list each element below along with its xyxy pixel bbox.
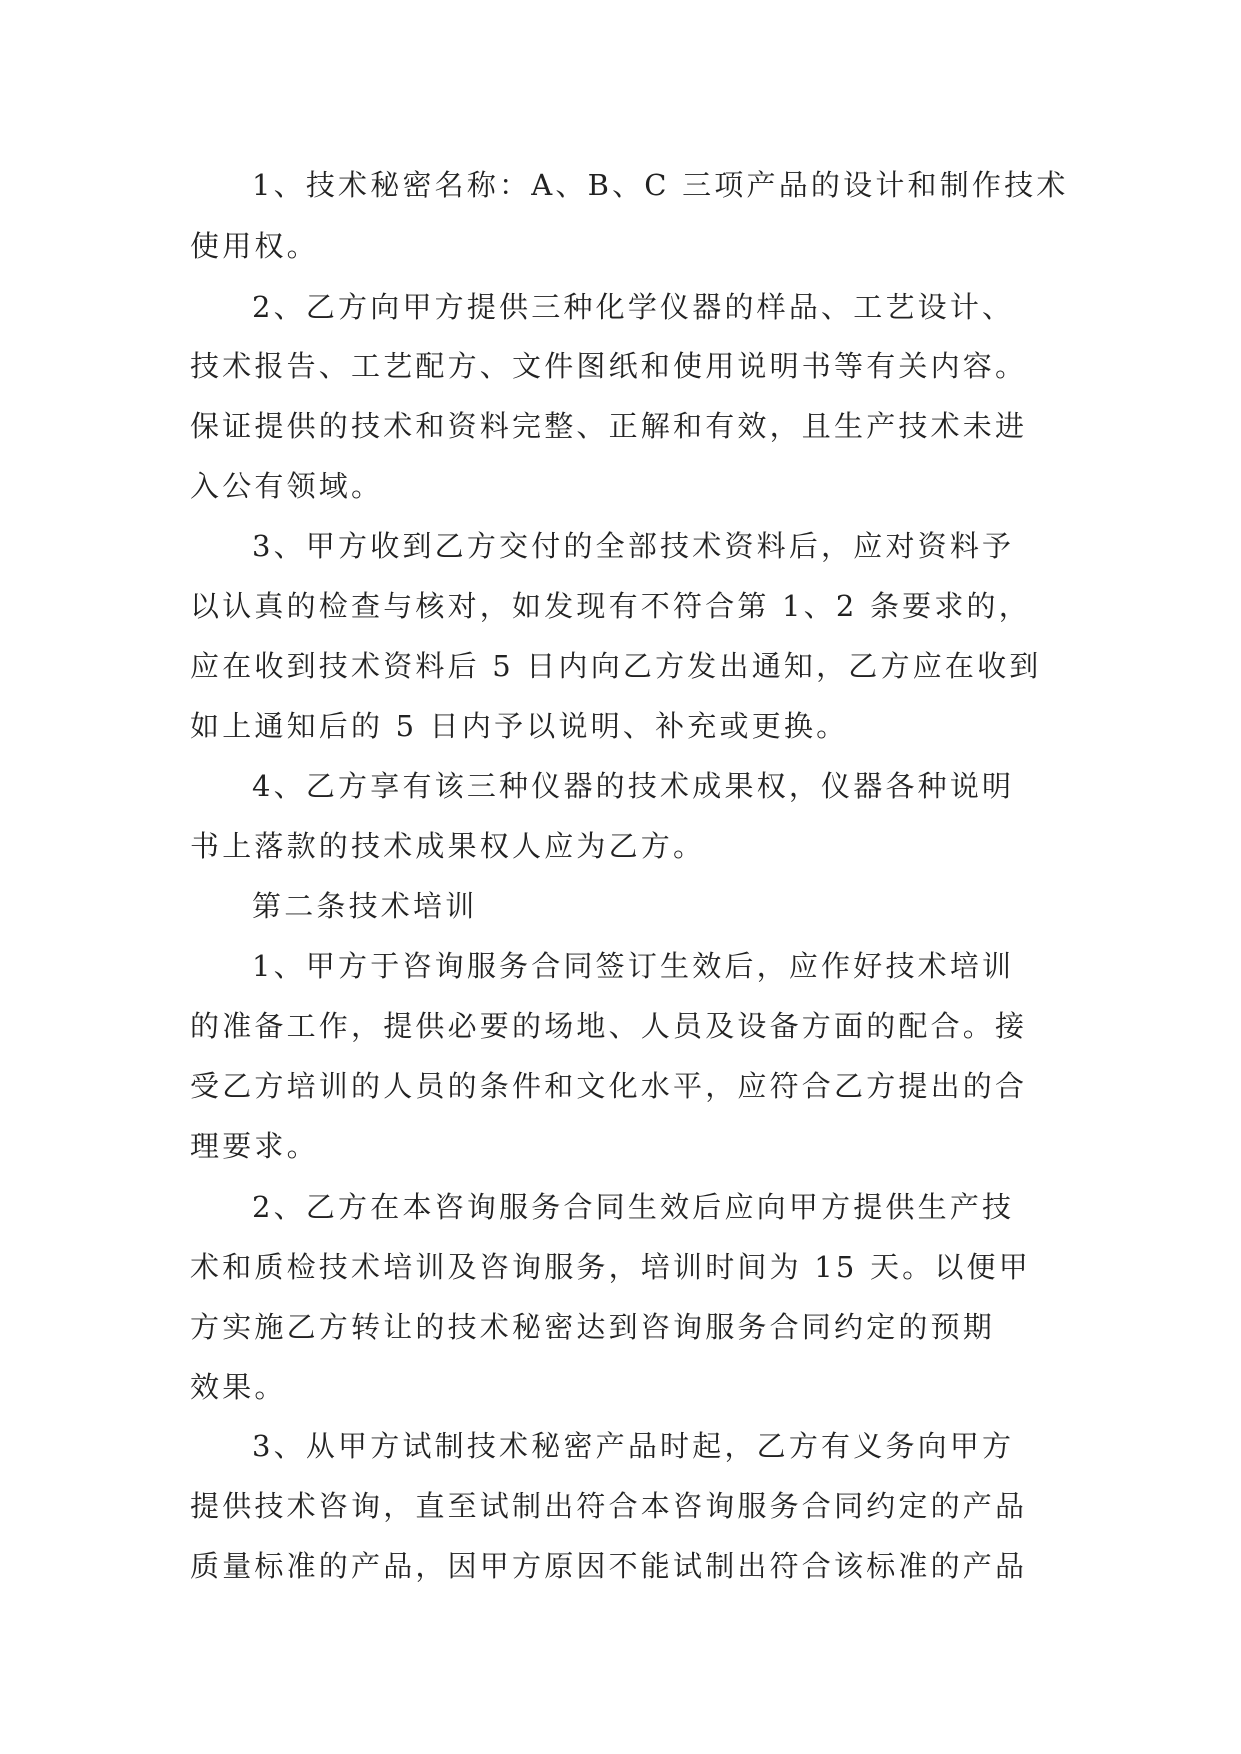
text-line: 1、技术秘密名称：A、B、C 三项产品的设计和制作技术 [252, 168, 1069, 202]
text-line: 的准备工作，提供必要的场地、人员及设备方面的配合。接 [190, 1009, 1028, 1043]
text-line: 保证提供的技术和资料完整、正解和有效，且生产技术未进 [190, 409, 1028, 443]
text-line: 效果。 [190, 1370, 287, 1404]
text-line: 2、乙方在本咨询服务合同生效后应向甲方提供生产技 [252, 1190, 1015, 1224]
text-line: 2、乙方向甲方提供三种化学仪器的样品、工艺设计、 [252, 290, 1015, 324]
text-line: 书上落款的技术成果权人应为乙方。 [190, 829, 706, 863]
text-line: 受乙方培训的人员的条件和文化水平，应符合乙方提出的合 [190, 1069, 1028, 1103]
text-line: 3、甲方收到乙方交付的全部技术资料后，应对资料予 [252, 529, 1015, 563]
text-line: 4、乙方享有该三种仪器的技术成果权，仪器各种说明 [252, 769, 1015, 803]
text-line: 应在收到技术资料后 5 日内向乙方发出通知，乙方应在收到 [190, 649, 1042, 683]
text-line: 1、甲方于咨询服务合同签订生效后，应作好技术培训 [252, 949, 1015, 983]
text-line: 术和质检技术培训及咨询服务，培训时间为 15 天。以便甲 [190, 1250, 1031, 1284]
text-line: 3、从甲方试制技术秘密产品时起，乙方有义务向甲方 [252, 1429, 1015, 1463]
section-heading: 第二条技术培训 [252, 889, 478, 923]
text-line: 入公有领域。 [190, 469, 384, 503]
text-line: 质量标准的产品，因甲方原因不能试制出符合该标准的产品 [190, 1549, 1028, 1583]
text-line: 以认真的检查与核对，如发现有不符合第 1、2 条要求的， [190, 589, 1031, 623]
text-line: 方实施乙方转让的技术秘密达到咨询服务合同约定的预期 [190, 1310, 996, 1344]
text-line: 使用权。 [190, 229, 319, 263]
text-line: 理要求。 [190, 1129, 319, 1163]
text-line: 如上通知后的 5 日内予以说明、补充或更换。 [190, 709, 849, 743]
text-line: 技术报告、工艺配方、文件图纸和使用说明书等有关内容。 [190, 349, 1028, 383]
text-line: 提供技术咨询，直至试制出符合本咨询服务合同约定的产品 [190, 1489, 1028, 1523]
